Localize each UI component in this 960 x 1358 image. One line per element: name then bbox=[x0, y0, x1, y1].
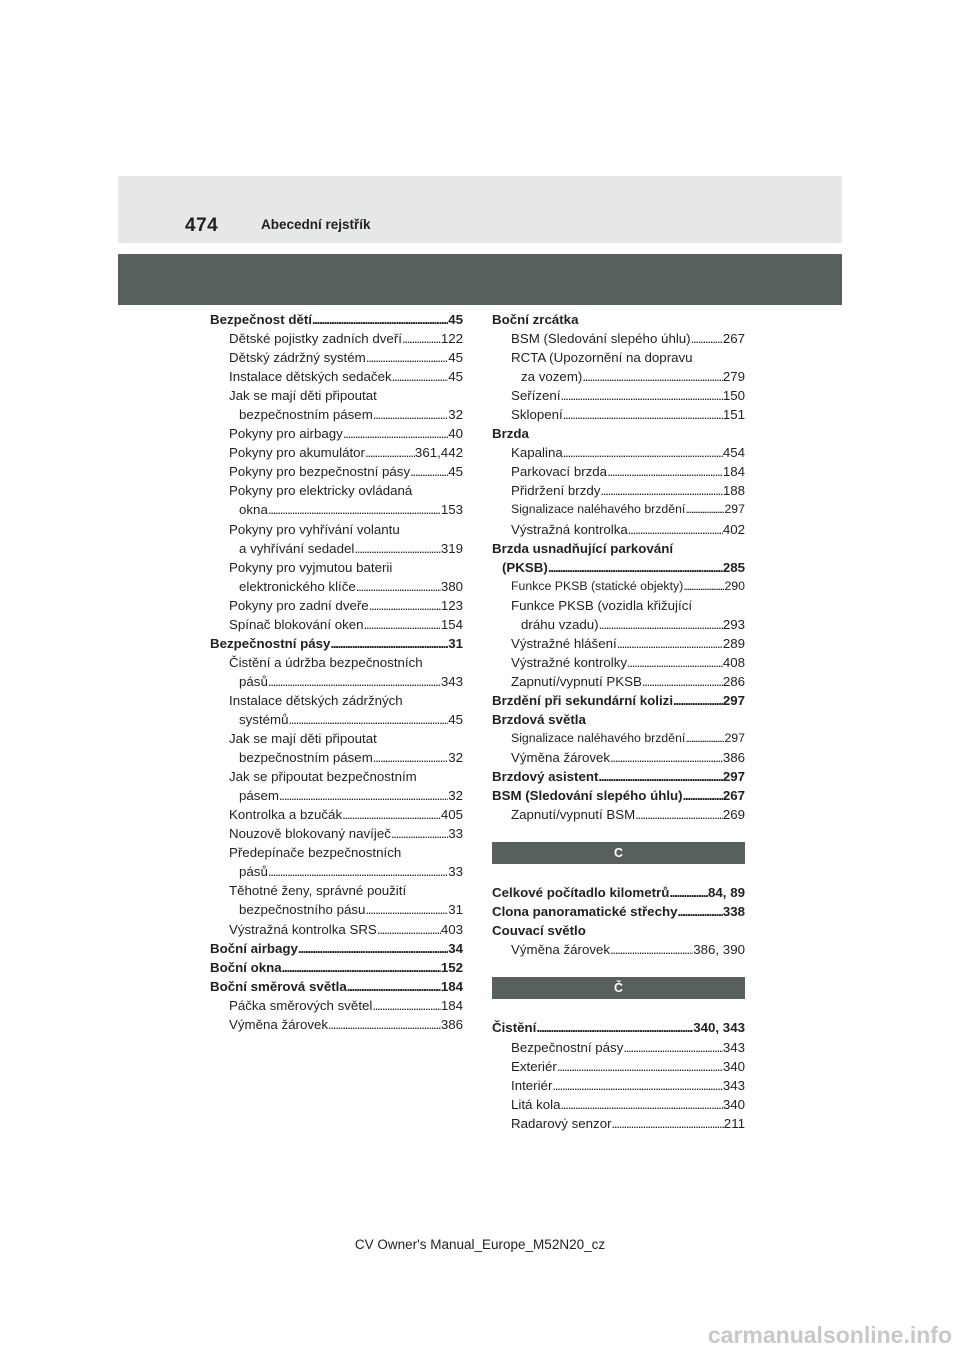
leader-dots bbox=[563, 443, 723, 462]
entry-term: Brzda bbox=[492, 426, 529, 442]
leader-dots bbox=[628, 520, 723, 539]
entry-page: 293 bbox=[722, 616, 745, 632]
entry-page: 184 bbox=[440, 978, 463, 994]
index-subentry bbox=[210, 500, 463, 519]
leader-dots bbox=[342, 805, 441, 824]
leader-dots bbox=[678, 902, 723, 921]
index-subentry bbox=[492, 367, 745, 386]
index-subentry bbox=[210, 348, 463, 367]
page-number: 474 bbox=[185, 215, 219, 236]
entry-page: 188 bbox=[722, 483, 745, 499]
entry-page: 386, 390 bbox=[693, 942, 745, 958]
leader-dots bbox=[607, 462, 723, 481]
leader-dots bbox=[627, 653, 723, 672]
index-entry bbox=[210, 634, 463, 653]
leader-dots bbox=[683, 577, 724, 596]
index-subentry bbox=[210, 558, 463, 577]
index-subentry bbox=[210, 520, 463, 539]
entry-term: Boční směrová světla bbox=[210, 978, 347, 994]
index-subentry bbox=[210, 329, 463, 348]
entry-term: Páčka směrových světel bbox=[229, 997, 373, 1013]
leader-dots bbox=[328, 1015, 441, 1034]
entry-page: 151 bbox=[722, 407, 745, 423]
entry-term: systémů bbox=[239, 711, 289, 727]
leader-dots bbox=[372, 996, 440, 1015]
leader-dots bbox=[410, 462, 448, 481]
leader-dots bbox=[598, 767, 722, 786]
entry-term: bezpečnostního pásu bbox=[239, 902, 366, 918]
leader-dots bbox=[610, 940, 693, 959]
entry-term: Výstražná kontrolka bbox=[511, 521, 628, 537]
index-subentry bbox=[210, 748, 463, 767]
leader-dots bbox=[536, 1018, 693, 1037]
entry-page: 34 bbox=[448, 940, 463, 956]
section-title: Abecední rejstřík bbox=[261, 217, 371, 232]
entry-page: 285 bbox=[722, 559, 745, 575]
entry-term: Boční zrcátka bbox=[492, 312, 579, 327]
leader-dots bbox=[563, 405, 723, 424]
leader-dots bbox=[685, 729, 724, 748]
index-subentry bbox=[210, 1015, 463, 1034]
index-subentry bbox=[492, 672, 745, 691]
index-subentry bbox=[492, 1076, 745, 1095]
index-subentry bbox=[492, 462, 745, 481]
index-subentry bbox=[210, 462, 463, 481]
index-subentry bbox=[210, 881, 463, 900]
leader-dots bbox=[330, 634, 448, 653]
entry-term: Brzdění při sekundární kolizi bbox=[492, 692, 674, 708]
index-subentry bbox=[210, 653, 463, 672]
entry-term: Bezpečnostní pásy bbox=[511, 1039, 624, 1055]
entry-term: okna bbox=[239, 502, 268, 518]
leader-dots bbox=[617, 634, 723, 653]
entry-page: 297 bbox=[722, 692, 745, 708]
entry-term: Pokyny pro akumulátor bbox=[229, 445, 365, 461]
entry-page: 403 bbox=[440, 921, 463, 937]
entry-page: 184 bbox=[440, 997, 463, 1013]
index-subentry bbox=[492, 805, 745, 824]
entry-term: Pokyny pro bezpečnostní pásy bbox=[229, 464, 411, 480]
index-entry bbox=[492, 539, 745, 558]
index-subentry bbox=[492, 500, 745, 519]
leader-dots bbox=[347, 977, 441, 996]
entry-term: Interiér bbox=[511, 1077, 553, 1093]
header-band bbox=[118, 176, 842, 243]
leader-dots bbox=[282, 958, 441, 977]
index-subentry bbox=[210, 824, 463, 843]
entry-page: 211 bbox=[723, 1115, 745, 1131]
index-entry bbox=[492, 767, 745, 786]
footer-manual-id: CV Owner's Manual_Europe_M52N20_cz bbox=[354, 1237, 606, 1252]
leader-dots bbox=[366, 348, 449, 367]
index-subentry bbox=[492, 386, 745, 405]
entry-term: Čistění bbox=[492, 1020, 537, 1036]
entry-page: 184 bbox=[722, 464, 745, 480]
entry-term: Výměna žárovek bbox=[229, 1016, 329, 1032]
entry-page: 361,442 bbox=[414, 445, 463, 461]
index-subentry bbox=[210, 577, 463, 596]
index-entry bbox=[492, 902, 745, 921]
entry-page: 343 bbox=[440, 673, 463, 689]
leader-dots bbox=[343, 424, 448, 443]
entry-term: Brzdová světla bbox=[492, 711, 586, 727]
entry-term: Clona panoramatické střechy bbox=[492, 904, 678, 920]
entry-page: 340 bbox=[722, 1096, 745, 1112]
leader-dots bbox=[373, 405, 448, 424]
index-subentry bbox=[492, 748, 745, 767]
leader-dots bbox=[673, 691, 723, 710]
index-subentry bbox=[492, 1038, 745, 1057]
leader-dots bbox=[600, 481, 722, 500]
entry-term: Couvací světlo bbox=[492, 923, 586, 939]
entry-term: Těhotné ženy, správné použití bbox=[229, 883, 407, 899]
leader-dots bbox=[582, 367, 722, 386]
entry-page: 297 bbox=[722, 769, 745, 785]
entry-term: Sklopení bbox=[511, 407, 563, 423]
entry-page: 31 bbox=[448, 635, 463, 651]
entry-page: 45 bbox=[448, 350, 463, 366]
entry-page: 45 bbox=[448, 464, 463, 480]
index-subentry bbox=[492, 1114, 745, 1133]
leader-dots bbox=[612, 1114, 724, 1133]
letter-divider: C bbox=[492, 842, 745, 864]
entry-term: pásů bbox=[239, 864, 268, 880]
entry-page: 122 bbox=[440, 331, 463, 347]
entry-term: dráhu vzadu) bbox=[521, 616, 599, 632]
entry-page: 45 bbox=[448, 312, 463, 327]
entry-term: Výstražné kontrolky bbox=[511, 654, 628, 670]
entry-page: 297 bbox=[724, 502, 745, 517]
entry-page: 32 bbox=[448, 788, 463, 804]
index-subentry bbox=[492, 577, 745, 596]
index-entry bbox=[492, 921, 745, 940]
entry-term: Instalace dětských sedaček bbox=[229, 369, 392, 385]
entry-term: a vyhřívání sedadel bbox=[239, 540, 355, 556]
leader-dots bbox=[365, 443, 415, 462]
index-subentry bbox=[492, 615, 745, 634]
index-column-left bbox=[210, 310, 463, 1034]
entry-term: Dětský zádržný systém bbox=[229, 350, 366, 366]
index-entry bbox=[210, 958, 463, 977]
index-subentry bbox=[492, 653, 745, 672]
entry-term: Exteriér bbox=[511, 1058, 557, 1074]
entry-page: 343 bbox=[722, 1039, 745, 1055]
index-entry bbox=[492, 310, 745, 329]
index-subentry bbox=[210, 481, 463, 500]
entry-term: Výstražná kontrolka SRS bbox=[229, 921, 377, 937]
entry-term: Instalace dětských zádržných bbox=[229, 692, 403, 708]
entry-page: 380 bbox=[440, 578, 463, 594]
entry-term: Funkce PKSB (vozidla křižující bbox=[511, 597, 693, 613]
leader-dots bbox=[268, 672, 441, 691]
index-subentry bbox=[210, 786, 463, 805]
leader-dots bbox=[610, 748, 723, 767]
entry-term: Seřízení bbox=[511, 388, 561, 404]
entry-term: Boční okna bbox=[210, 959, 282, 975]
index-subentry bbox=[492, 729, 745, 748]
entry-term: za vozem) bbox=[521, 369, 583, 385]
leader-dots bbox=[402, 329, 441, 348]
index-entry bbox=[210, 977, 463, 996]
entry-page: 40 bbox=[448, 426, 463, 442]
index-subentry bbox=[492, 596, 745, 615]
index-subentry bbox=[210, 539, 463, 558]
leader-dots bbox=[369, 596, 441, 615]
leader-dots bbox=[691, 329, 723, 348]
index-subentry bbox=[492, 634, 745, 653]
leader-dots bbox=[561, 1095, 723, 1114]
entry-page: 386 bbox=[440, 1016, 463, 1032]
entry-term: Bezpečnostní pásy bbox=[210, 635, 331, 651]
entry-term: Signalizace naléhavého brzdění bbox=[511, 731, 686, 746]
entry-page: 454 bbox=[722, 445, 745, 461]
leader-dots bbox=[557, 1057, 723, 1076]
entry-page: 297 bbox=[724, 731, 745, 746]
entry-page: 45 bbox=[448, 369, 463, 385]
index-entry bbox=[492, 691, 745, 710]
entry-term: Pokyny pro vyjmutou baterii bbox=[229, 559, 393, 575]
entry-term: Pokyny pro vyhřívání volantu bbox=[229, 521, 400, 537]
leader-dots bbox=[392, 367, 449, 386]
entry-term: pásů bbox=[239, 673, 268, 689]
leader-dots bbox=[548, 558, 723, 577]
entry-term: Pokyny pro airbagy bbox=[229, 426, 343, 442]
entry-page: 279 bbox=[722, 369, 745, 385]
leader-dots bbox=[354, 539, 441, 558]
index-subentry bbox=[492, 329, 745, 348]
entry-term: Kontrolka a bzučák bbox=[229, 807, 343, 823]
entry-term: Signalizace naléhavého brzdění bbox=[511, 502, 686, 517]
index-subentry bbox=[210, 386, 463, 405]
index-subentry bbox=[210, 920, 463, 939]
entry-page: 343 bbox=[722, 1077, 745, 1093]
leader-dots bbox=[635, 805, 723, 824]
index-subentry bbox=[210, 843, 463, 862]
entry-page: 340 bbox=[722, 1058, 745, 1074]
entry-term: Funkce PKSB (statické objekty) bbox=[511, 578, 684, 593]
entry-term: Pokyny pro zadní dveře bbox=[229, 597, 369, 613]
index-subentry bbox=[492, 443, 745, 462]
entry-page: 290 bbox=[724, 578, 745, 593]
entry-page: 286 bbox=[722, 673, 745, 689]
index-entry bbox=[492, 558, 745, 577]
index-subentry bbox=[492, 520, 745, 539]
index-subentry bbox=[210, 805, 463, 824]
index-column-right bbox=[492, 310, 745, 1133]
leader-dots bbox=[268, 862, 448, 881]
entry-term: BSM (Sledování slepého úhlu) bbox=[511, 331, 691, 347]
entry-term: Brzda usnadňující parkování bbox=[492, 540, 674, 556]
index-subentry bbox=[210, 996, 463, 1015]
index-entry bbox=[492, 786, 745, 805]
leader-dots bbox=[669, 883, 708, 902]
entry-term: bezpečnostním pásem bbox=[239, 407, 373, 423]
entry-page: 340, 343 bbox=[693, 1020, 745, 1036]
entry-term: Brzdový asistent bbox=[492, 769, 599, 785]
leader-dots bbox=[685, 500, 724, 519]
letter-divider: Č bbox=[492, 977, 745, 999]
entry-page: 84, 89 bbox=[708, 885, 745, 901]
entry-page: 152 bbox=[440, 959, 463, 975]
entry-page: 45 bbox=[448, 711, 463, 727]
index-subentry bbox=[210, 729, 463, 748]
index-subentry bbox=[210, 710, 463, 729]
entry-page: 32 bbox=[448, 407, 463, 423]
entry-term: Předepínače bezpečnostních bbox=[229, 845, 402, 861]
entry-term: BSM (Sledování slepého úhlu) bbox=[492, 788, 683, 804]
entry-page: 154 bbox=[440, 616, 463, 632]
entry-term: Zapnutí/vypnutí PKSB bbox=[511, 673, 642, 689]
leader-dots bbox=[561, 386, 723, 405]
leader-dots bbox=[683, 786, 723, 805]
index-subentry bbox=[210, 767, 463, 786]
index-subentry bbox=[210, 900, 463, 919]
index-subentry bbox=[492, 348, 745, 367]
index-entry bbox=[492, 424, 745, 443]
index-entry bbox=[492, 883, 745, 902]
leader-dots bbox=[356, 577, 441, 596]
entry-term: Čistění a údržba bezpečnostních bbox=[229, 654, 423, 670]
leader-dots bbox=[391, 824, 448, 843]
index-subentry bbox=[492, 1057, 745, 1076]
entry-term: Dětské pojistky zadních dveří bbox=[229, 331, 402, 347]
entry-term: Kapalina bbox=[511, 445, 563, 461]
entry-page: 319 bbox=[440, 540, 463, 556]
index-subentry bbox=[492, 1095, 745, 1114]
entry-term: Přidržení brzdy bbox=[511, 483, 601, 499]
entry-page: 267 bbox=[722, 331, 745, 347]
leader-dots bbox=[289, 710, 449, 729]
index-entry bbox=[492, 1018, 745, 1037]
entry-page: 267 bbox=[722, 788, 745, 804]
entry-page: 31 bbox=[448, 902, 463, 918]
watermark: carmanualsonline.info bbox=[707, 1322, 952, 1348]
entry-term: Zapnutí/vypnutí BSM bbox=[511, 807, 636, 823]
header-dark-bar bbox=[118, 254, 842, 305]
index-subentry bbox=[492, 405, 745, 424]
entry-term: Nouzově blokovaný navíječ bbox=[229, 826, 391, 842]
index-subentry bbox=[210, 596, 463, 615]
entry-page: 32 bbox=[448, 750, 463, 766]
index-subentry bbox=[210, 615, 463, 634]
entry-page: 33 bbox=[448, 826, 463, 842]
entry-term: Jak se mají děti připoutat bbox=[229, 388, 377, 404]
index-entry bbox=[210, 310, 463, 329]
index-subentry bbox=[210, 862, 463, 881]
entry-page: 269 bbox=[722, 807, 745, 823]
leader-dots bbox=[552, 1076, 722, 1095]
entry-term: Jak se mají děti připoutat bbox=[229, 731, 377, 747]
entry-term: Výměna žárovek bbox=[511, 942, 611, 958]
entry-term: pásem bbox=[239, 788, 279, 804]
entry-term: Výměna žárovek bbox=[511, 750, 611, 766]
leader-dots bbox=[312, 310, 448, 329]
index-subentry bbox=[492, 481, 745, 500]
entry-term: Spínač blokování oken bbox=[229, 616, 364, 632]
entry-term: RCTA (Upozornění na dopravu bbox=[511, 350, 693, 366]
entry-term: elektronického klíče bbox=[239, 578, 356, 594]
index-subentry bbox=[492, 940, 745, 959]
entry-page: 153 bbox=[440, 502, 463, 518]
index-subentry bbox=[210, 672, 463, 691]
index-subentry bbox=[210, 367, 463, 386]
leader-dots bbox=[599, 615, 723, 634]
index-entry bbox=[492, 710, 745, 729]
entry-term: Parkovací brzda bbox=[511, 464, 608, 480]
entry-term: Výstražné hlášení bbox=[511, 635, 617, 651]
index-entry bbox=[210, 939, 463, 958]
entry-term: Pokyny pro elektricky ovládaná bbox=[229, 483, 413, 499]
entry-page: 405 bbox=[440, 807, 463, 823]
leader-dots bbox=[642, 672, 723, 691]
index-subentry bbox=[210, 424, 463, 443]
entry-page: 386 bbox=[722, 750, 745, 766]
leader-dots bbox=[279, 786, 448, 805]
entry-term: Boční airbagy bbox=[210, 940, 298, 956]
index-subentry bbox=[210, 691, 463, 710]
index-subentry bbox=[210, 405, 463, 424]
entry-page: 289 bbox=[722, 635, 745, 651]
entry-page: 402 bbox=[722, 521, 745, 537]
entry-page: 150 bbox=[722, 388, 745, 404]
leader-dots bbox=[364, 615, 441, 634]
entry-term: Jak se připoutat bezpečnostním bbox=[229, 769, 417, 785]
entry-page: 33 bbox=[448, 864, 463, 880]
entry-term: Litá kola bbox=[511, 1096, 561, 1112]
leader-dots bbox=[373, 748, 448, 767]
index-subentry bbox=[210, 443, 463, 462]
leader-dots bbox=[268, 500, 441, 519]
entry-term: bezpečnostním pásem bbox=[239, 750, 373, 766]
entry-page: 338 bbox=[722, 904, 745, 920]
entry-page: 123 bbox=[440, 597, 463, 613]
leader-dots bbox=[623, 1038, 722, 1057]
leader-dots bbox=[298, 939, 448, 958]
entry-term: Radarový senzor bbox=[511, 1115, 612, 1131]
leader-dots bbox=[365, 900, 448, 919]
entry-page: 408 bbox=[722, 654, 745, 670]
leader-dots bbox=[377, 920, 441, 939]
entry-term: Bezpečnost dětí bbox=[210, 312, 312, 327]
entry-term: (PKSB) bbox=[502, 559, 548, 575]
entry-term: Celkové počítadlo kilometrů bbox=[492, 885, 670, 901]
